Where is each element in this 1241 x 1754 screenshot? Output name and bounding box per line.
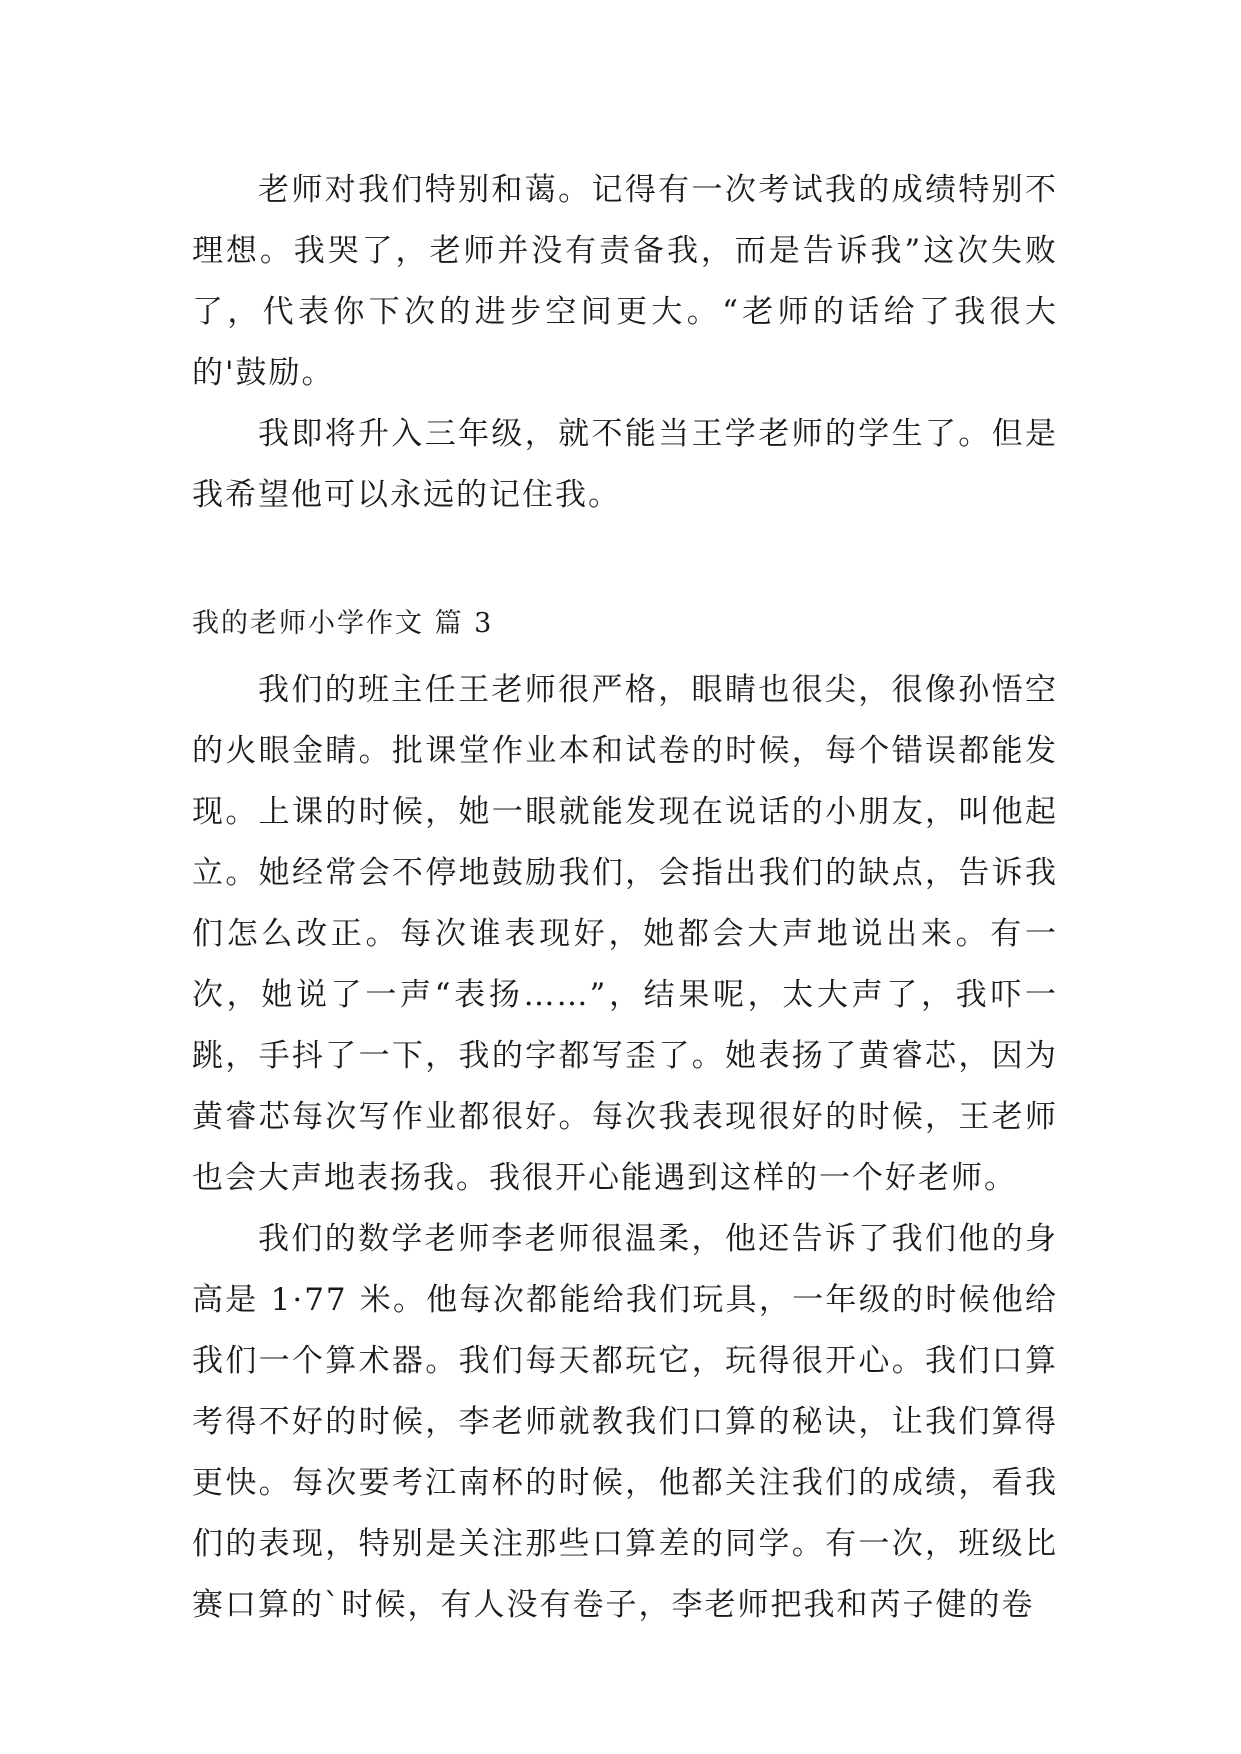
paragraph-teacher-kindness: 老师对我们特别和蔼。记得有一次考试我的成绩特别不理想。我哭了，老师并没有责备我，而是告诉我”这次失败了，代表你下次的进步空间更大。“老师的话给了我很大的'鼓励。 bbox=[192, 172, 1058, 391]
paragraph-head-teacher: 我们的班主任王老师很严格，眼睛也很尖，很像孙悟空的火眼金睛。批课堂作业本和试卷的时候，每个错误都能发现。上课的时候，她一眼就能发现在说话的小朋友，叫他起立。她经常会不停地鼓励我们，会指出我们的缺点，告诉我们怎么改正。每次谁表现好，她都会大声地说出来。有一次，她说了一声“表扬……”，结果呢，太大声了，我吓一跳，手抖了一下，我的字都写歪了。她表扬了黄睿芯，因为黄睿芯每次写作业都很好。每次我表现很好的时候，王老师也会大声地表扬我。我很开心能遇到这样的一个好老师。 bbox=[192, 672, 1058, 1196]
document-page bbox=[192, 160, 1058, 1636]
heading-spacer bbox=[192, 644, 1058, 660]
section-spacer bbox=[192, 526, 1058, 604]
paragraph-math-teacher: 我们的数学老师李老师很温柔，他还告诉了我们他的身高是 1·77 米。他每次都能给我们玩具，一年级的时候他给我们一个算术器。我们每天都玩它，玩得很开心。我们口算考得不好的时候，李老师就教我们口算的秘诀，让我们算得更快。每次要考江南杯的时候，他都关注我们的成绩，看我们的表现，特别是关注那些口算差的同学。有一次，班级比赛口算的`时候，有人没有卷子，李老师把我和芮子健的卷 bbox=[192, 1221, 1058, 1623]
section-heading: 我的老师小学作文 篇 3 bbox=[192, 608, 494, 639]
paragraph-third-grade: 我即将升入三年级，就不能当王学老师的学生了。但是我希望他可以永远的记住我。 bbox=[192, 416, 1058, 513]
